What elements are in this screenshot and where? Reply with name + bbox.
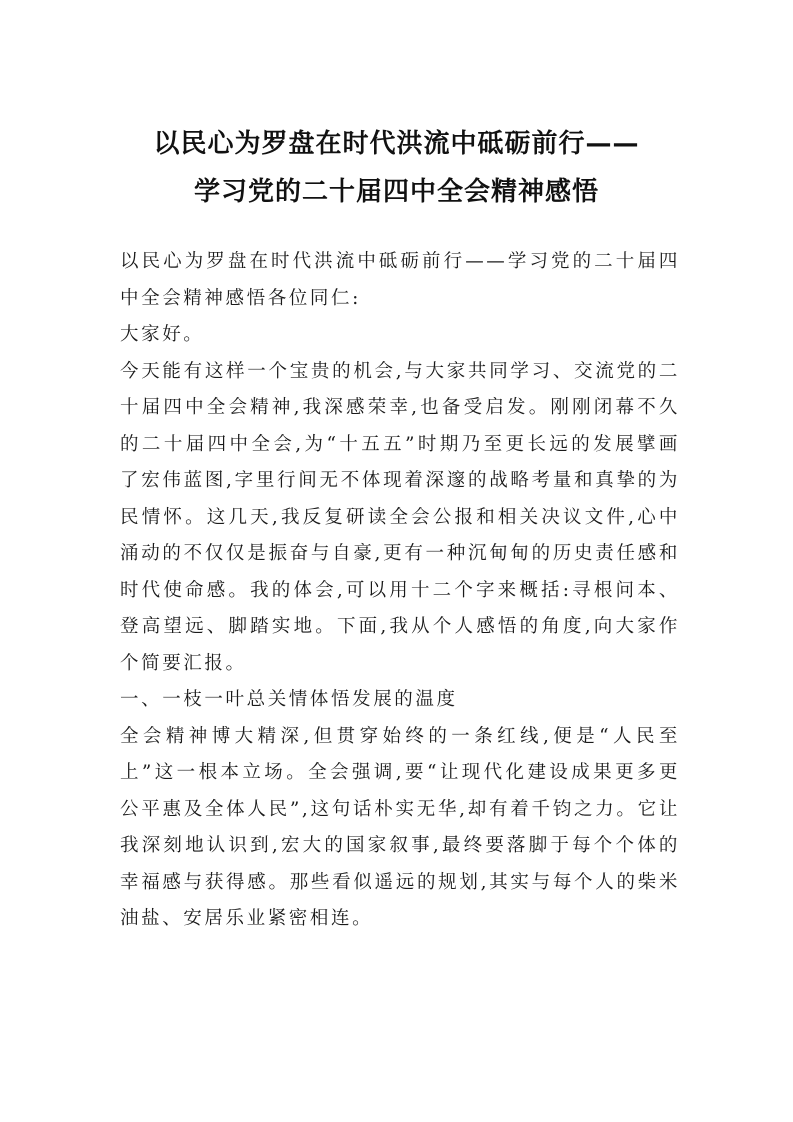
paragraph-introduction: 今天能有这样一个宝贵的机会,与大家共同学习、交流党的二十届四中全会精神,我深感荣幸,也备受启发。刚刚闭幕不久的二十届四中全会,为“十五五”时期乃至更长远的发展擘画了宏伟蓝图,字里行间无不体现着深邃的战略考量和真挚的为民情怀。这几天,我反复研读全会公报和相关决议文件,心中涌动的不仅仅是振奋与自豪,更有一种沉甸甸的历史责任感和时代使命感。我的体会,可以用十二个字来概括:寻根问本、登高望远、脚踏实地。下面,我从个人感悟的角度,向大家作个简要汇报。 [120,360,680,674]
paragraph-greeting: 大家好。 [120,324,205,345]
document-title-line-1: 以民心为罗盘在时代洪流中砥砺前行—— [153,129,640,159]
paragraph-section-1: 全会精神博大精深,但贯穿始终的一条红线,便是“人民至上”这一根本立场。全会强调,要“让现代化建设成果更多更公平惠及全体人民”,这句话朴实无华,却有着千钧之力。它让我深刻地认识到,宏大的国家叙事,最终要落脚于每个个体的幸福感与获得感。那些看似遥远的规划,其实与每个人的柴米油盐、安居乐业紧密相连。 [120,725,680,929]
section-heading-1: 一、一枝一叶总关情体悟发展的温度 [120,689,458,710]
document-title-line-2: 学习党的二十届四中全会精神感悟 [193,177,599,207]
paragraph-salutation: 以民心为罗盘在时代洪流中砥砺前行——学习党的二十届四中全会精神感悟各位同仁: [120,251,680,309]
document-body [120,244,680,938]
